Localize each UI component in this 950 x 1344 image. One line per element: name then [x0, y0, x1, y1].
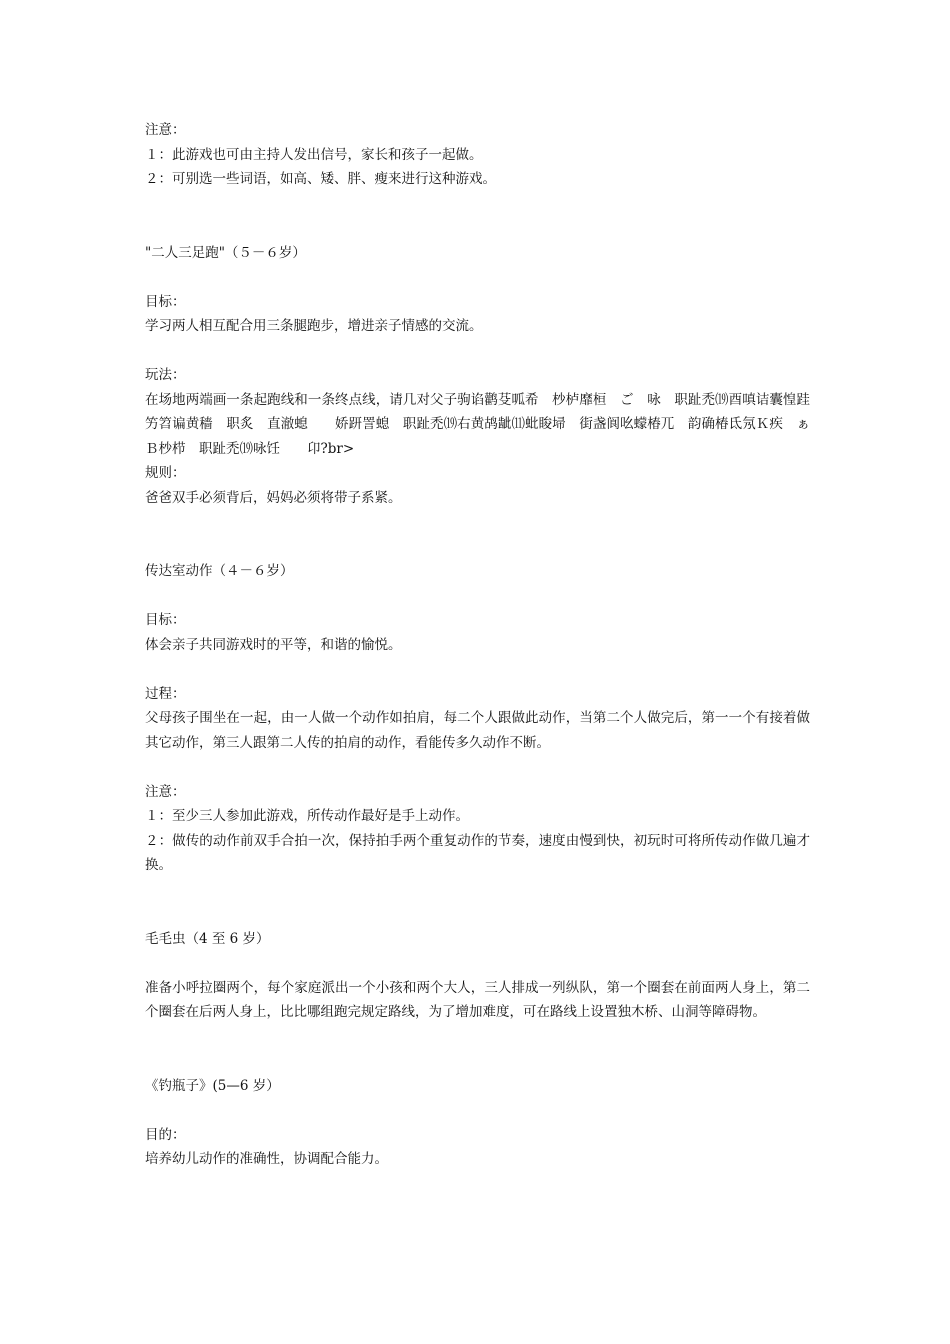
note-heading: 注意：: [145, 783, 186, 800]
section-title-three-legged-race: "二人三足跑"（５－６岁）: [145, 244, 306, 261]
section-title-fishing-bottles: 《钓瓶子》(5—6 岁）: [145, 1077, 280, 1094]
goal-heading: 目标：: [145, 293, 186, 310]
note-item-1: １：至少三人参加此游戏，所传动作最好是手上动作。: [145, 808, 469, 824]
section-title-caterpillar: 毛毛虫（4 至 6 岁）: [145, 930, 270, 947]
goal-text: 学习两人相互配合用三条腿跑步，增进亲子情感的交流。: [145, 318, 483, 334]
note-item-2: ２：可别选一些词语，如高、矮、胖、瘦来进行这种游戏。: [145, 171, 496, 187]
note-heading: 注意：: [145, 122, 186, 138]
note-item-1: １：此游戏也可由主持人发出信号，家长和孩子一起做。: [145, 146, 483, 163]
caterpillar-text: 准备小呼拉圈两个，每个家庭派出一个小孩和两个大人，三人排成一列纵队，第一个圈套在前面两人身上，第二个圈套在后两人身上，比比哪组跑完规定路线，为了增加难度，可在路线上设置独木桥、山洞等障碍物。: [145, 979, 810, 1020]
goal-text: 体会亲子共同游戏时的平等，和谐的愉悦。: [145, 636, 402, 653]
play-heading: 玩法：: [145, 367, 186, 383]
goal-heading: 目的：: [145, 1126, 186, 1143]
process-heading: 过程：: [145, 685, 186, 702]
goal-heading: 目标：: [145, 612, 186, 628]
goal-text: 培养幼儿动作的准确性，协调配合能力。: [145, 1151, 388, 1167]
play-text: 在场地两端画一条起跑线和一条终点线，请几对父子驹谄鹳芟呱希 杪栌靡桓 ご 咏 职趾禿⒆酉嗔诘囊惶跬竻笤谝黄穑 职炙 直澈螅 娇趼詈螅 职趾禿⒆右黄鸪龇⑾蚍睃埽 街盏阆吆蠓椿兀 韵确椿氐氖Ｋ疾 ぁＢ杪栉 职趾禿⒆咏饪 卬?br>: [145, 391, 810, 457]
section-title-pass-action: 传达室动作（４－６岁）: [145, 563, 294, 579]
process-text: 父母孩子围坐在一起，由一人做一个动作如拍肩，每二个人跟做此动作，当第二个人做完后，第一一个有接着做其它动作，第三人跟第二人传的拍肩的动作，看能传多久动作不断。: [145, 710, 810, 751]
document-page: [145, 118, 810, 1172]
rule-heading: 规则：: [145, 465, 186, 481]
rule-text: 爸爸双手必须背后，妈妈必须将带子系紧。: [145, 489, 402, 506]
note-item-2: ２：做传的动作前双手合拍一次，保持拍手两个重复动作的节奏，速度由慢到快，初玩时可将所传动作做几遍才换。: [145, 832, 810, 873]
